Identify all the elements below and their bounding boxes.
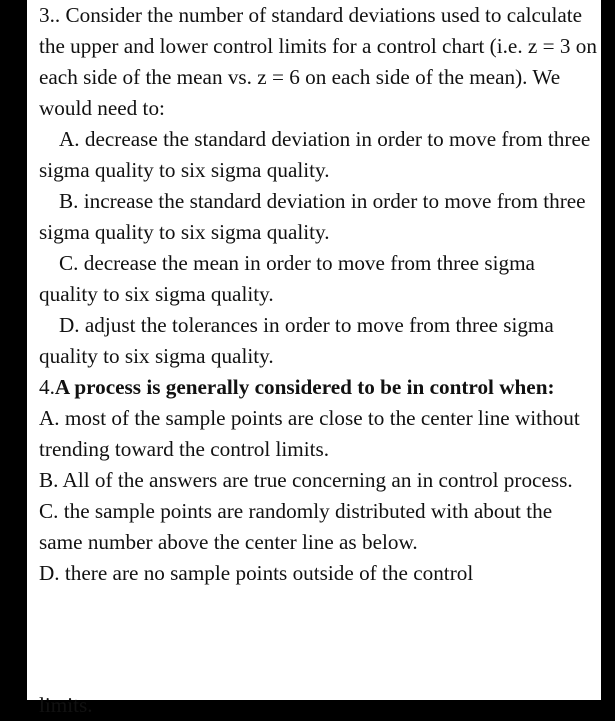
q4-stem: A process is generally considered to be in control when: [54, 375, 555, 399]
q4-option-d: D. there are no sample points outside of the control [39, 561, 474, 585]
q4-option-a: A. most of the sample points are close to the center line without trending toward the control limits. [39, 406, 580, 461]
q4-question [39, 372, 599, 403]
q3-option-b: B. increase the standard deviation in order to move from three sigma quality to six sigma quality. [39, 189, 586, 244]
q3-option-d: D. adjust the tolerances in order to move from three sigma quality to six sigma quality. [39, 313, 554, 368]
q4-option-b: B. All of the answers are true concerning an in control process. [39, 468, 573, 492]
q3-option-a: A. decrease the standard deviation in order to move from three sigma quality to six sigma quality. [39, 127, 591, 182]
q3-stem: 3.. Consider the number of standard deviations used to calculate the upper and lower control limits for a control chart (i.e. z = 3 on each side of the mean vs. z = 6 on each side of the mean). We would need to: [39, 3, 597, 120]
q3-option-c: C. decrease the mean in order to move from three sigma quality to six sigma quality. [39, 251, 535, 306]
document-page [27, 0, 601, 717]
q4-option-d-cut-text: limits. [39, 693, 93, 717]
q4-number: 4. [39, 375, 55, 399]
document-content [39, 0, 599, 589]
q4-option-c: C. the sample points are randomly distributed with about the same number above the center line as below. [39, 499, 553, 554]
